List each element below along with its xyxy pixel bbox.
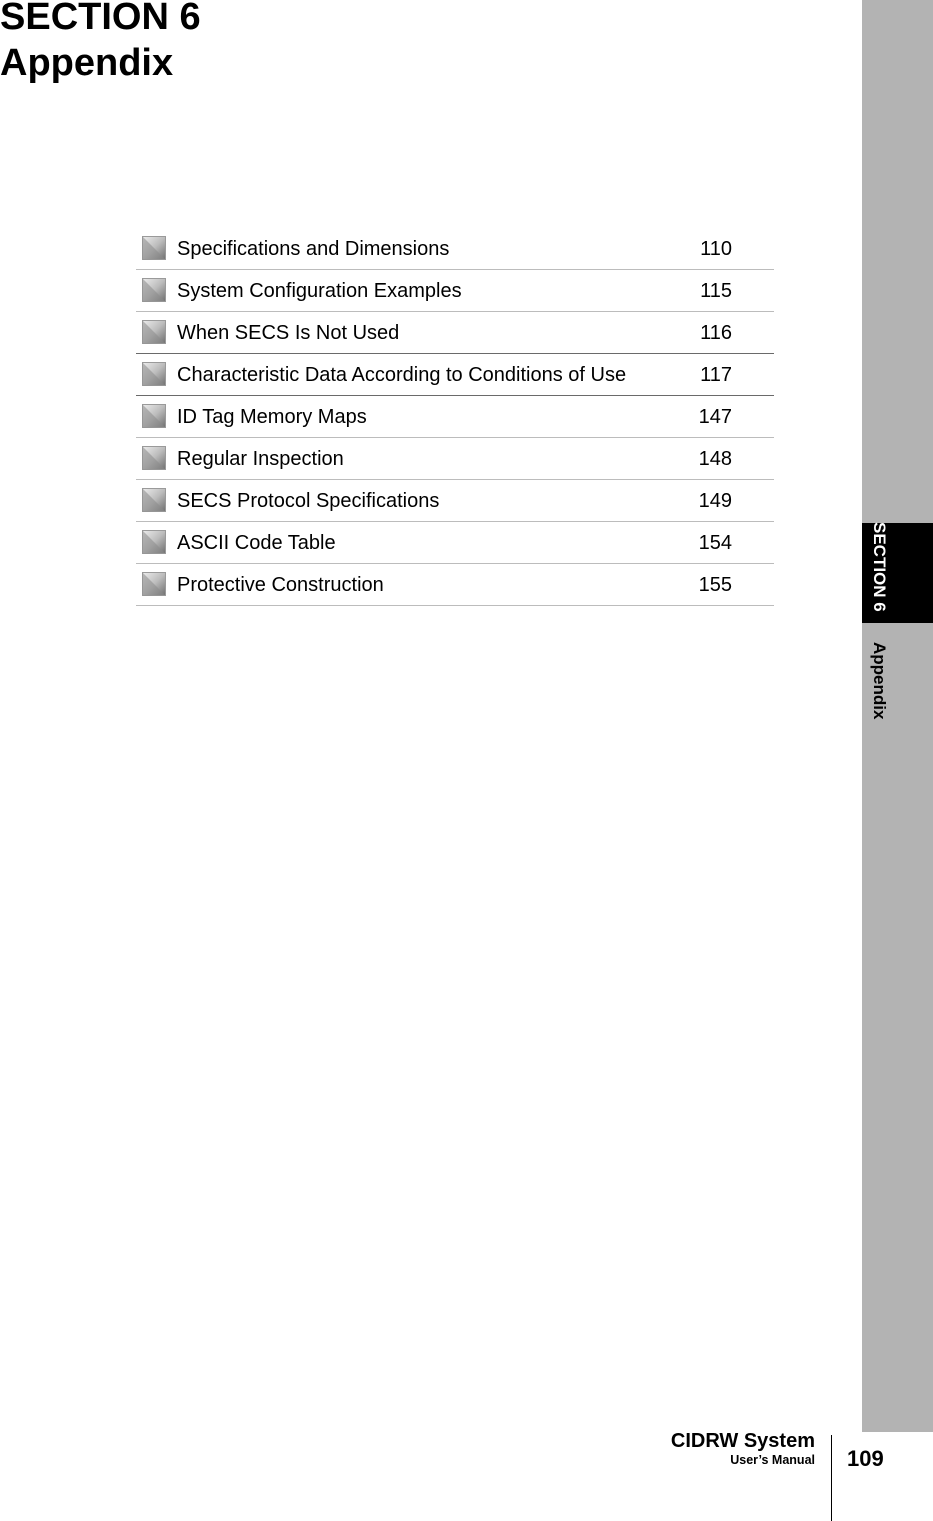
table-of-contents xyxy=(136,228,774,606)
toc-item-label: When SECS Is Not Used xyxy=(177,322,400,344)
toc-item-when-secs-is-not-used[interactable] xyxy=(136,312,774,354)
footer-manual-title xyxy=(671,1429,815,1467)
gray-square-icon xyxy=(142,572,166,596)
toc-item-page: 148 xyxy=(698,448,732,470)
toc-item-ascii-code-table[interactable] xyxy=(136,522,774,564)
side-tab-title-label: Appendix xyxy=(870,642,889,720)
toc-item-label: Characteristic Data According to Conditions of Use xyxy=(177,364,627,386)
toc-item-label: ASCII Code Table xyxy=(177,532,336,554)
toc-item-id-tag-memory-maps[interactable] xyxy=(136,396,774,438)
toc-item-protective-construction[interactable] xyxy=(136,564,774,606)
toc-item-page: 116 xyxy=(700,322,732,344)
section-heading xyxy=(0,0,201,86)
toc-item-page: 155 xyxy=(698,574,732,596)
toc-item-system-configuration-examples[interactable] xyxy=(136,270,774,312)
toc-item-label: Protective Construction xyxy=(177,574,384,596)
footer-product-name: CIDRW System xyxy=(670,1430,815,1452)
gray-square-icon xyxy=(142,488,166,512)
gray-square-icon xyxy=(142,320,166,344)
toc-item-page: 110 xyxy=(700,238,732,260)
gray-square-icon xyxy=(142,530,166,554)
page-number: 109 xyxy=(847,1446,884,1471)
toc-item-page: 147 xyxy=(698,406,732,428)
footer-manual-name: User’s Manual xyxy=(730,1453,815,1467)
section-number: SECTION 6 xyxy=(0,0,201,38)
toc-item-specifications-and-dimensions[interactable] xyxy=(136,228,774,270)
gray-square-icon xyxy=(142,236,166,260)
toc-item-page: 115 xyxy=(700,280,732,302)
gray-square-icon xyxy=(142,362,166,386)
toc-item-characteristic-data[interactable] xyxy=(136,354,774,396)
toc-item-label: Specifications and Dimensions xyxy=(177,238,450,260)
side-tab-section-label: SECTION 6 xyxy=(870,522,889,612)
gray-square-icon xyxy=(142,278,166,302)
toc-item-page: 149 xyxy=(698,490,732,512)
footer-divider xyxy=(831,1435,832,1521)
toc-item-regular-inspection[interactable] xyxy=(136,438,774,480)
toc-item-page: 117 xyxy=(700,364,732,386)
toc-item-secs-protocol-specifications[interactable] xyxy=(136,480,774,522)
toc-item-label: ID Tag Memory Maps xyxy=(177,406,367,428)
toc-item-page: 154 xyxy=(698,532,732,554)
gray-square-icon xyxy=(142,404,166,428)
gray-square-icon xyxy=(142,446,166,470)
section-title: Appendix xyxy=(0,42,174,84)
toc-item-label: Regular Inspection xyxy=(177,448,344,470)
toc-item-label: SECS Protocol Specifications xyxy=(177,490,440,512)
toc-item-label: System Configuration Examples xyxy=(177,280,462,302)
